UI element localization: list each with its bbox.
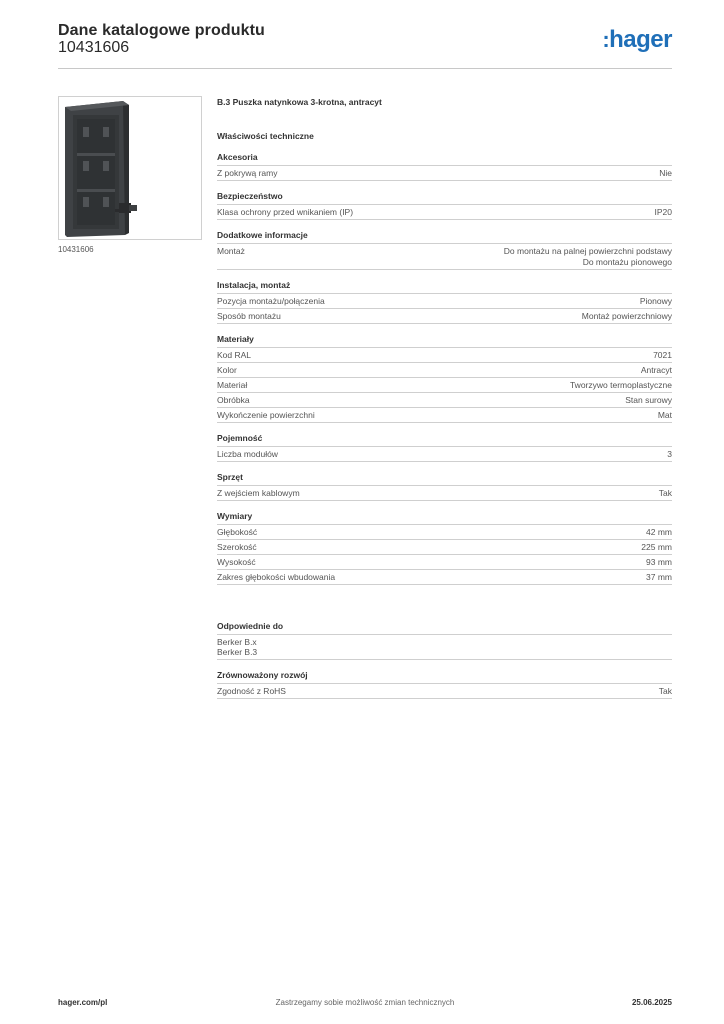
spec-row: [217, 294, 672, 309]
section-title: Instalacja, montaż: [217, 280, 672, 294]
spec-value: [641, 365, 672, 376]
spec-value: [653, 350, 672, 361]
section-title: Sprzęt: [217, 472, 672, 486]
spec-content: [217, 96, 672, 699]
spec-value: Tak: [658, 686, 672, 696]
spec-value: [646, 572, 672, 583]
logo-text: hager: [609, 26, 672, 53]
section-title: Akcesoria: [217, 152, 672, 166]
document-title: Dane katalogowe produktu: [58, 22, 265, 39]
spec-value-line: Pionowy: [639, 296, 672, 306]
spec-section: [217, 191, 672, 220]
spec-label: Szerokość: [217, 542, 257, 552]
spec-row: [217, 205, 672, 220]
spec-row: [217, 570, 672, 585]
spec-label: Montaż: [217, 246, 245, 256]
spec-value-line: Nie: [659, 168, 672, 178]
suitable-section: [217, 621, 672, 660]
spec-value: [641, 542, 672, 553]
section-title: Dodatkowe informacje: [217, 230, 672, 244]
product-image: [58, 96, 202, 240]
footer-date: 25.06.2025: [631, 998, 672, 1007]
spec-value-line: Antracyt: [640, 365, 672, 375]
spec-value-line: 225 mm: [641, 542, 672, 552]
spec-section: [217, 152, 672, 181]
spec-value-line: Do montażu na palnej powierzchni podstawy: [503, 246, 672, 256]
spec-row: [217, 363, 672, 378]
spec-value: [658, 410, 672, 421]
hager-logo: [602, 26, 672, 54]
spec-section: [217, 433, 672, 462]
spec-value-line: Mat: [657, 410, 672, 420]
spec-value-line: 7021: [653, 350, 672, 360]
spec-row: [217, 525, 672, 540]
spec-label: Wykończenie powierzchni: [217, 410, 315, 420]
spec-value: [640, 296, 672, 307]
product-number: 10431606: [58, 39, 130, 56]
technical-properties-heading: Właściwości techniczne: [217, 131, 314, 141]
spec-value: [659, 488, 672, 499]
spec-section: [217, 472, 672, 501]
spec-section: [217, 230, 672, 270]
spec-label: Kolor: [217, 365, 237, 375]
spec-value: [625, 395, 672, 406]
spec-label: Pozycja montażu/połączenia: [217, 296, 325, 306]
spec-label: Zakres głębokości wbudowania: [217, 572, 336, 582]
spec-value: [667, 449, 672, 460]
spec-value-line: 93 mm: [646, 557, 672, 567]
spec-value: [646, 557, 672, 568]
spec-label: Liczba modułów: [217, 449, 278, 459]
spec-label: Z wejściem kablowym: [217, 488, 300, 498]
logo-colon: :: [602, 27, 610, 52]
section-title: Wymiary: [217, 511, 672, 525]
spec-row: [217, 486, 672, 501]
spec-row: [217, 540, 672, 555]
section-title: Bezpieczeństwo: [217, 191, 672, 205]
spec-value: [646, 527, 672, 538]
wall-box-image: [59, 97, 201, 239]
spec-label: Kod RAL: [217, 350, 252, 360]
spec-value: [570, 380, 672, 391]
spec-row: [217, 348, 672, 363]
spec-label: Obróbka: [217, 395, 250, 405]
image-caption: 10431606: [58, 245, 94, 254]
sustainable-section: [217, 670, 672, 699]
spec-section: [217, 280, 672, 324]
section-title: Pojemność: [217, 433, 672, 447]
suitable-item: Berker B.x: [217, 637, 257, 647]
header-divider: [58, 68, 672, 69]
spec-row: [217, 378, 672, 393]
spec-label: Z pokrywą ramy: [217, 168, 278, 178]
spec-value-line: Stan surowy: [625, 395, 672, 405]
spec-value: [582, 311, 672, 322]
spec-value-line: Tworzywo termoplastyczne: [569, 380, 672, 390]
section-title: Materiały: [217, 334, 672, 348]
spec-value-line: 42 mm: [646, 527, 672, 537]
product-title: B.3 Puszka natynkowa 3-krotna, antracyt: [217, 97, 382, 107]
spec-row: [217, 447, 672, 462]
spec-sections: [217, 152, 672, 585]
spec-section: [217, 334, 672, 423]
spec-label: Zgodność z RoHS: [217, 686, 286, 696]
spec-value: [655, 207, 673, 218]
spec-row: [217, 393, 672, 408]
spec-row: [217, 244, 672, 270]
spec-label: Wysokość: [217, 557, 256, 567]
spec-value: [504, 246, 672, 268]
spec-label: Klasa ochrony przed wnikaniem (IP): [217, 207, 354, 217]
footer-website: hager.com/pl: [58, 998, 108, 1007]
section-title: Odpowiednie do: [217, 621, 672, 635]
suitable-item: Berker B.3: [217, 647, 258, 657]
spec-label: Głębokość: [217, 527, 258, 537]
spec-label: Materiał: [217, 380, 248, 390]
section-title: Zrównoważony rozwój: [217, 670, 672, 684]
spec-row: [217, 408, 672, 423]
spec-value-line: Tak: [658, 488, 672, 498]
spec-value-line: 37 mm: [646, 572, 672, 582]
footer-disclaimer: Zastrzegamy sobie możliwość zmian technicznych: [275, 998, 455, 1007]
spec-row: [217, 684, 672, 699]
spec-row: [217, 309, 672, 324]
spec-value-line: Do montażu pionowego: [582, 257, 672, 267]
suitable-list: [217, 635, 672, 660]
spec-section: [217, 511, 672, 585]
page-header: [58, 22, 672, 70]
spec-value-line: Montaż powierzchniowy: [581, 311, 672, 321]
spec-value: [659, 168, 672, 179]
spec-value-line: IP20: [654, 207, 672, 217]
spec-label: Sposób montażu: [217, 311, 281, 321]
spec-row: [217, 166, 672, 181]
spec-row: [217, 555, 672, 570]
spec-value-line: 3: [667, 449, 672, 459]
